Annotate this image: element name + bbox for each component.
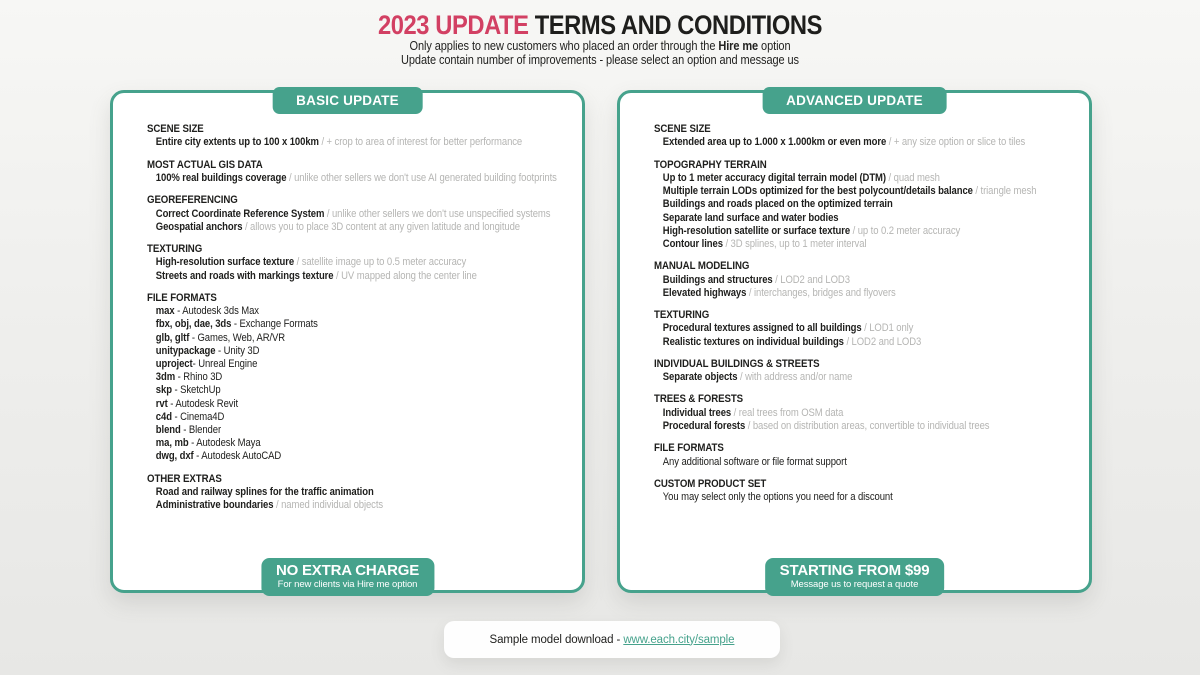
feature-text: High-resolution surface texture <box>155 256 295 269</box>
feature-note: / triangle mesh <box>972 185 1037 198</box>
advanced-update-panel <box>617 90 1092 593</box>
feature-item <box>147 398 580 411</box>
feature-note: / + any size option or slice to tiles <box>886 136 1026 149</box>
feature-note: / LOD1 only <box>861 322 914 335</box>
feature-text: - Autodesk Revit <box>167 397 239 410</box>
section-title: MANUAL MODELING <box>654 260 750 273</box>
feature-text: fbx, obj, dae, 3ds <box>155 318 232 331</box>
feature-text: - Rhino 3D <box>175 371 223 384</box>
title-highlight: 2023 UPDATE <box>377 10 529 40</box>
sample-download-pill <box>444 621 780 658</box>
feature-text: - SketchUp <box>171 384 221 397</box>
feature-text: - Blender <box>180 424 222 437</box>
feature-section <box>147 194 580 234</box>
title-rest: TERMS AND CONDITIONS <box>528 10 823 40</box>
feature-item <box>654 371 1087 384</box>
feature-item <box>654 198 1087 211</box>
feature-item <box>147 450 580 463</box>
feature-section <box>654 442 1087 469</box>
feature-note: / 3D splines, up to 1 meter interval <box>722 238 867 251</box>
section-title: TOPOGRAPHY TERRAIN <box>654 158 767 171</box>
section-title: FILE FORMATS <box>147 291 217 304</box>
feature-text: Any additional software or file format support <box>662 455 847 468</box>
feature-item <box>654 287 1087 300</box>
feature-text: Separate land surface and water bodies <box>662 211 839 224</box>
feature-text: rvt <box>155 397 168 410</box>
section-title: CUSTOM PRODUCT SET <box>654 477 767 490</box>
section-title: OTHER EXTRAS <box>147 472 222 485</box>
feature-item <box>147 424 580 437</box>
feature-text: dwg, dxf <box>155 450 194 463</box>
feature-item <box>147 411 580 424</box>
feature-item <box>654 420 1087 433</box>
feature-item <box>147 256 580 269</box>
feature-text: Contour lines <box>662 238 723 251</box>
feature-section <box>147 159 580 186</box>
feature-text: - Cinema4D <box>171 410 225 423</box>
feature-item <box>654 322 1087 335</box>
sample-download-label: Sample model download - <box>489 633 624 646</box>
feature-text: c4d <box>155 410 172 423</box>
subtitle-line-1 <box>72 40 1128 54</box>
footer-badge-subtitle: Message us to request a quote <box>790 579 919 590</box>
feature-note: / UV mapped along the center line <box>333 269 477 282</box>
feature-section <box>654 393 1087 433</box>
feature-note: / LOD2 and LOD3 <box>843 335 922 348</box>
feature-item <box>147 136 580 149</box>
section-title: TREES & FORESTS <box>654 393 744 406</box>
feature-text: skp <box>155 384 172 397</box>
feature-item <box>654 407 1087 420</box>
feature-text: Elevated highways <box>662 286 747 299</box>
feature-item <box>654 238 1087 251</box>
basic-update-content <box>147 123 580 522</box>
section-title: GEOREFERENCING <box>147 194 238 207</box>
feature-text: - Autodesk 3ds Max <box>174 305 259 318</box>
feature-text: Streets and roads with markings texture <box>155 269 334 282</box>
feature-text: Correct Coordinate Reference System <box>155 207 325 220</box>
feature-text: Individual trees <box>662 406 732 419</box>
feature-note: / with address and/or name <box>737 371 853 384</box>
footer-badge-title: STARTING FROM $99 <box>779 562 930 579</box>
feature-text: Entire city extents up to 100 x 100km <box>155 136 319 149</box>
feature-item <box>147 305 580 318</box>
feature-section <box>147 123 580 150</box>
feature-text: - Games, Web, AR/VR <box>189 331 286 344</box>
feature-text: You may select only the options you need for a discount <box>662 491 893 504</box>
feature-text: max <box>155 305 175 318</box>
feature-text: Multiple terrain LODs optimized for the best polycount/details balance <box>662 185 973 198</box>
feature-section <box>147 243 580 283</box>
feature-note: / based on distribution areas, convertible to individual trees <box>745 420 990 433</box>
feature-note: / unlike other sellers we don't use unspecified systems <box>324 207 551 220</box>
feature-item <box>147 345 580 358</box>
feature-text: Up to 1 meter accuracy digital terrain model (DTM) <box>662 172 886 185</box>
advanced-update-footer-badge <box>765 558 945 596</box>
subtitle-1-suffix: option <box>758 39 791 53</box>
feature-section <box>654 358 1087 385</box>
feature-section <box>147 473 580 513</box>
subtitle-1-prefix: Only applies to new customers who placed an order through the <box>409 39 719 53</box>
feature-note: / satellite image up to 0.5 meter accuracy <box>294 256 467 269</box>
feature-text: Buildings and roads placed on the optimized terrain <box>662 198 893 211</box>
sample-download-link[interactable]: www.each.city/sample <box>623 633 735 646</box>
feature-text: - Unreal Engine <box>192 358 258 371</box>
feature-text: Extended area up to 1.000 x 1.000km or even more <box>662 136 887 149</box>
feature-item <box>147 486 580 499</box>
feature-text: ma, mb <box>155 437 189 450</box>
feature-text: High-resolution satellite or surface texture <box>662 224 851 237</box>
feature-text: - Unity 3D <box>215 344 260 357</box>
basic-update-panel <box>110 90 585 593</box>
feature-item <box>147 270 580 283</box>
feature-text: Buildings and structures <box>662 273 773 286</box>
section-title: MOST ACTUAL GIS DATA <box>147 158 263 171</box>
feature-item <box>147 318 580 331</box>
feature-item <box>654 212 1087 225</box>
feature-item <box>147 208 580 221</box>
feature-item <box>654 136 1087 149</box>
feature-item <box>654 225 1087 238</box>
feature-note: / + crop to area of interest for better performance <box>318 136 523 149</box>
feature-text: Separate objects <box>662 371 738 384</box>
feature-item <box>654 491 1087 504</box>
section-title: INDIVIDUAL BUILDINGS & STREETS <box>654 357 820 370</box>
feature-note: / named individual objects <box>273 499 384 512</box>
feature-text: Road and railway splines for the traffic animation <box>155 486 374 499</box>
advanced-update-header-badge: ADVANCED UPDATE <box>762 87 947 114</box>
basic-update-header-badge: BASIC UPDATE <box>272 87 423 114</box>
subtitle-1-bold: Hire me <box>718 39 759 53</box>
feature-text: Procedural textures assigned to all buildings <box>662 322 862 335</box>
feature-section <box>654 159 1087 252</box>
feature-text: unitypackage <box>155 344 216 357</box>
feature-text: 3dm <box>155 371 176 384</box>
feature-item <box>147 384 580 397</box>
feature-text: - Autodesk AutoCAD <box>193 450 282 463</box>
feature-text: blend <box>155 424 181 437</box>
feature-text: glb, gltf <box>155 331 190 344</box>
feature-item <box>654 274 1087 287</box>
section-title: SCENE SIZE <box>147 123 204 135</box>
feature-note: / LOD2 and LOD3 <box>772 273 850 286</box>
feature-section <box>654 123 1087 150</box>
footer-badge-title: NO EXTRA CHARGE <box>275 562 420 579</box>
feature-item <box>654 336 1087 349</box>
feature-note: / quad mesh <box>885 172 940 185</box>
feature-text: Administrative boundaries <box>155 499 274 512</box>
feature-text: Procedural forests <box>662 420 746 433</box>
feature-item <box>147 172 580 185</box>
section-title: FILE FORMATS <box>654 442 724 455</box>
feature-item <box>654 185 1087 198</box>
feature-text: 100% real buildings coverage <box>155 172 287 185</box>
feature-item <box>147 437 580 450</box>
subtitle-line-2: Update contain number of improvements - please select an option and message us <box>401 52 799 67</box>
section-title: SCENE SIZE <box>654 123 711 135</box>
page-header <box>72 11 1128 67</box>
section-title: TEXTURING <box>147 243 203 256</box>
feature-text: Geospatial anchors <box>155 220 243 233</box>
feature-note: / real trees from OSM data <box>731 406 844 419</box>
feature-note: / allows you to place 3D content at any given latitude and longitude <box>242 220 520 233</box>
feature-item <box>147 371 580 384</box>
feature-text: uproject <box>155 358 193 371</box>
feature-item <box>147 499 580 512</box>
footer-badge-subtitle: For new clients via Hire me option <box>277 579 418 590</box>
section-title: TEXTURING <box>654 309 710 322</box>
feature-item <box>147 221 580 234</box>
feature-note: / unlike other sellers we don't use AI generated building footprints <box>286 172 557 185</box>
feature-note: / up to 0.2 meter accuracy <box>850 224 961 237</box>
feature-section <box>654 260 1087 300</box>
feature-section <box>147 292 580 464</box>
feature-note: / interchanges, bridges and flyovers <box>746 286 896 299</box>
feature-item <box>654 172 1087 185</box>
feature-section <box>654 309 1087 349</box>
feature-text: Realistic textures on individual buildings <box>662 335 844 348</box>
feature-item <box>147 332 580 345</box>
basic-update-footer-badge <box>261 558 434 596</box>
feature-text: - Exchange Formats <box>231 318 318 331</box>
feature-item <box>654 456 1087 469</box>
advanced-update-content <box>654 123 1087 514</box>
page-title <box>72 11 1128 40</box>
feature-section <box>654 478 1087 505</box>
feature-item <box>147 358 580 371</box>
feature-text: - Autodesk Maya <box>188 437 261 450</box>
